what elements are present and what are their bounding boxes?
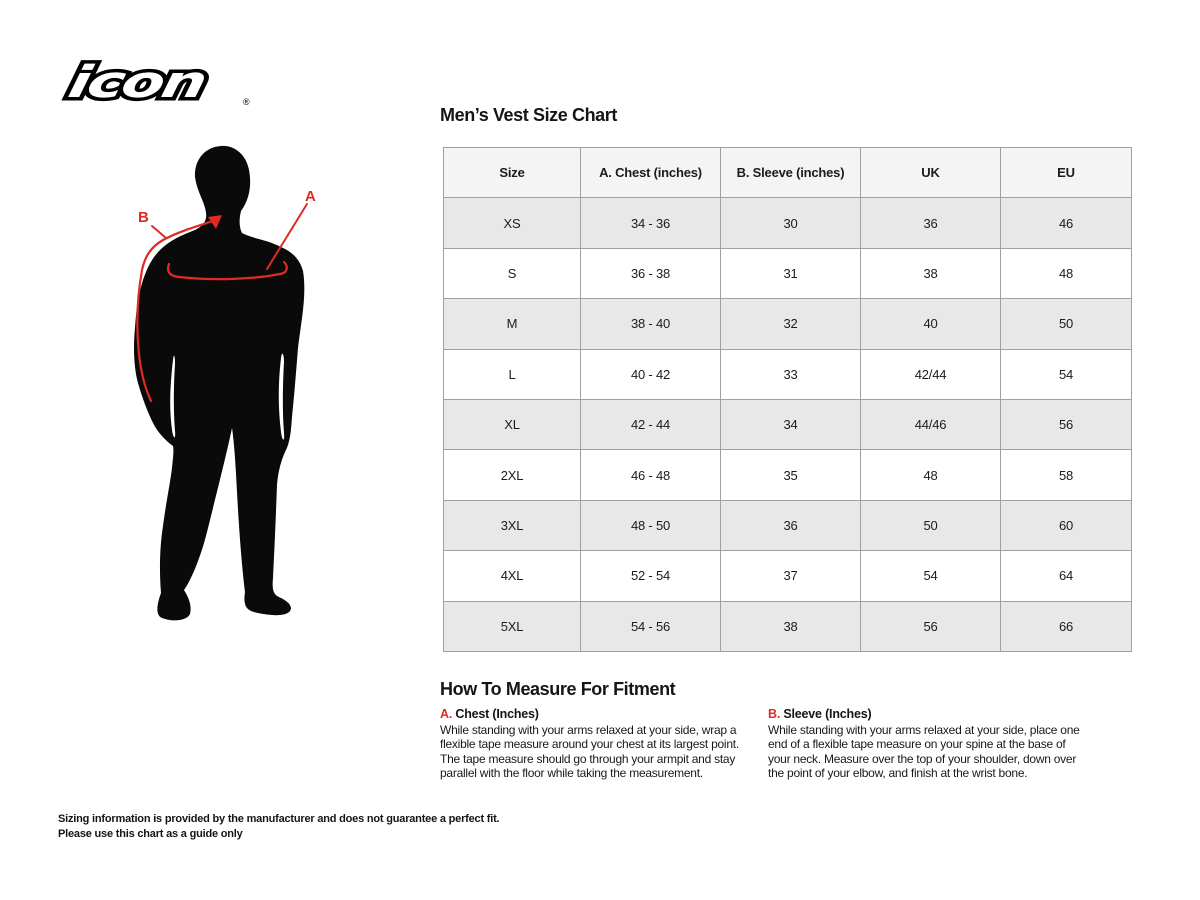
table-cell: 4XL <box>444 551 581 601</box>
table-header-cell: B. Sleeve (inches) <box>721 148 861 198</box>
table-cell: 54 <box>861 551 1001 601</box>
table-cell: 42/44 <box>861 349 1001 399</box>
table-cell: 58 <box>1001 450 1132 500</box>
table-cell: 2XL <box>444 450 581 500</box>
guide-label-a: A. <box>440 707 453 721</box>
table-cell: 44/46 <box>861 399 1001 449</box>
size-table-body <box>444 198 1132 652</box>
table-cell: 46 - 48 <box>581 450 721 500</box>
table-row <box>444 399 1132 449</box>
table-cell: L <box>444 349 581 399</box>
table-row <box>444 601 1132 651</box>
disclaimer <box>58 812 499 842</box>
table-header-cell: UK <box>861 148 1001 198</box>
table-cell: 64 <box>1001 551 1132 601</box>
table-row <box>444 349 1132 399</box>
guide-heading-chest-text: Chest (Inches) <box>455 707 539 721</box>
table-cell: 46 <box>1001 198 1132 248</box>
measure-guide-section-chest <box>440 707 754 781</box>
table-cell: 34 - 36 <box>581 198 721 248</box>
figure-label-b: B <box>138 209 149 226</box>
table-cell: S <box>444 248 581 298</box>
label-b-pointer-line <box>152 226 166 238</box>
table-row <box>444 450 1132 500</box>
table-cell: 38 - 40 <box>581 299 721 349</box>
table-cell: 66 <box>1001 601 1132 651</box>
table-header-cell: Size <box>444 148 581 198</box>
table-cell: 37 <box>721 551 861 601</box>
guide-heading-sleeve <box>768 707 1088 721</box>
measurement-figure <box>100 140 420 655</box>
table-cell: 34 <box>721 399 861 449</box>
figure-label-a: A <box>305 188 316 205</box>
table-cell: 56 <box>1001 399 1132 449</box>
size-chart-table <box>443 147 1132 652</box>
guide-label-b: B. <box>768 707 781 721</box>
guide-heading-chest <box>440 707 754 721</box>
disclaimer-line-1: Sizing information is provided by the manufacturer and does not guarantee a perfect fit. <box>58 813 500 825</box>
table-cell: 50 <box>861 500 1001 550</box>
measure-guide-title: How To Measure For Fitment <box>440 679 676 699</box>
registered-mark: ® <box>243 97 250 107</box>
table-cell: 54 <box>1001 349 1132 399</box>
table-header-cell: EU <box>1001 148 1132 198</box>
table-cell: 60 <box>1001 500 1132 550</box>
table-cell: 52 - 54 <box>581 551 721 601</box>
table-cell: 42 - 44 <box>581 399 721 449</box>
table-row <box>444 500 1132 550</box>
size-chart-title: Men’s Vest Size Chart <box>440 105 617 125</box>
table-cell: 50 <box>1001 299 1132 349</box>
table-cell: 38 <box>721 601 861 651</box>
table-cell: 48 <box>861 450 1001 500</box>
measure-guide-section-sleeve <box>768 707 1088 781</box>
guide-heading-sleeve-text: Sleeve (Inches) <box>783 707 872 721</box>
table-cell: 38 <box>861 248 1001 298</box>
table-cell: 36 <box>721 500 861 550</box>
table-cell: 32 <box>721 299 861 349</box>
table-row <box>444 551 1132 601</box>
table-cell: 40 - 42 <box>581 349 721 399</box>
table-cell: M <box>444 299 581 349</box>
table-cell: 35 <box>721 450 861 500</box>
male-silhouette-illustration <box>100 140 420 655</box>
table-cell: 33 <box>721 349 861 399</box>
disclaimer-line-2: Please use this chart as a guide only <box>58 827 243 840</box>
logo-wordmark: icon <box>64 55 210 108</box>
guide-body-chest: While standing with your arms relaxed at your side, wrap a flexible tape measure around your chest at its largest point. The tape measure should go through your armpit and stay parallel with the floor while taking the measurement. <box>440 723 739 781</box>
table-cell: 3XL <box>444 500 581 550</box>
table-cell: 31 <box>721 248 861 298</box>
table-cell: 5XL <box>444 601 581 651</box>
table-row <box>444 299 1132 349</box>
table-cell: 30 <box>721 198 861 248</box>
table-cell: 48 <box>1001 248 1132 298</box>
table-row <box>444 198 1132 248</box>
table-cell: 54 - 56 <box>581 601 721 651</box>
table-header-row <box>444 148 1132 198</box>
icon-logo-icon <box>50 52 260 112</box>
table-header-cell: A. Chest (inches) <box>581 148 721 198</box>
table-cell: 40 <box>861 299 1001 349</box>
table-cell: 48 - 50 <box>581 500 721 550</box>
table-cell: 56 <box>861 601 1001 651</box>
brand-logo <box>50 52 260 112</box>
table-row <box>444 248 1132 298</box>
guide-body-sleeve: While standing with your arms relaxed at your side, place one end of a flexible tape measure on your spine at the base of your neck. Measure over the top of your shoulder, down over the point of your elbow, and finish at the wrist bone. <box>768 723 1080 781</box>
table-cell: 36 <box>861 198 1001 248</box>
table-cell: XS <box>444 198 581 248</box>
table-cell: 36 - 38 <box>581 248 721 298</box>
table-cell: XL <box>444 399 581 449</box>
